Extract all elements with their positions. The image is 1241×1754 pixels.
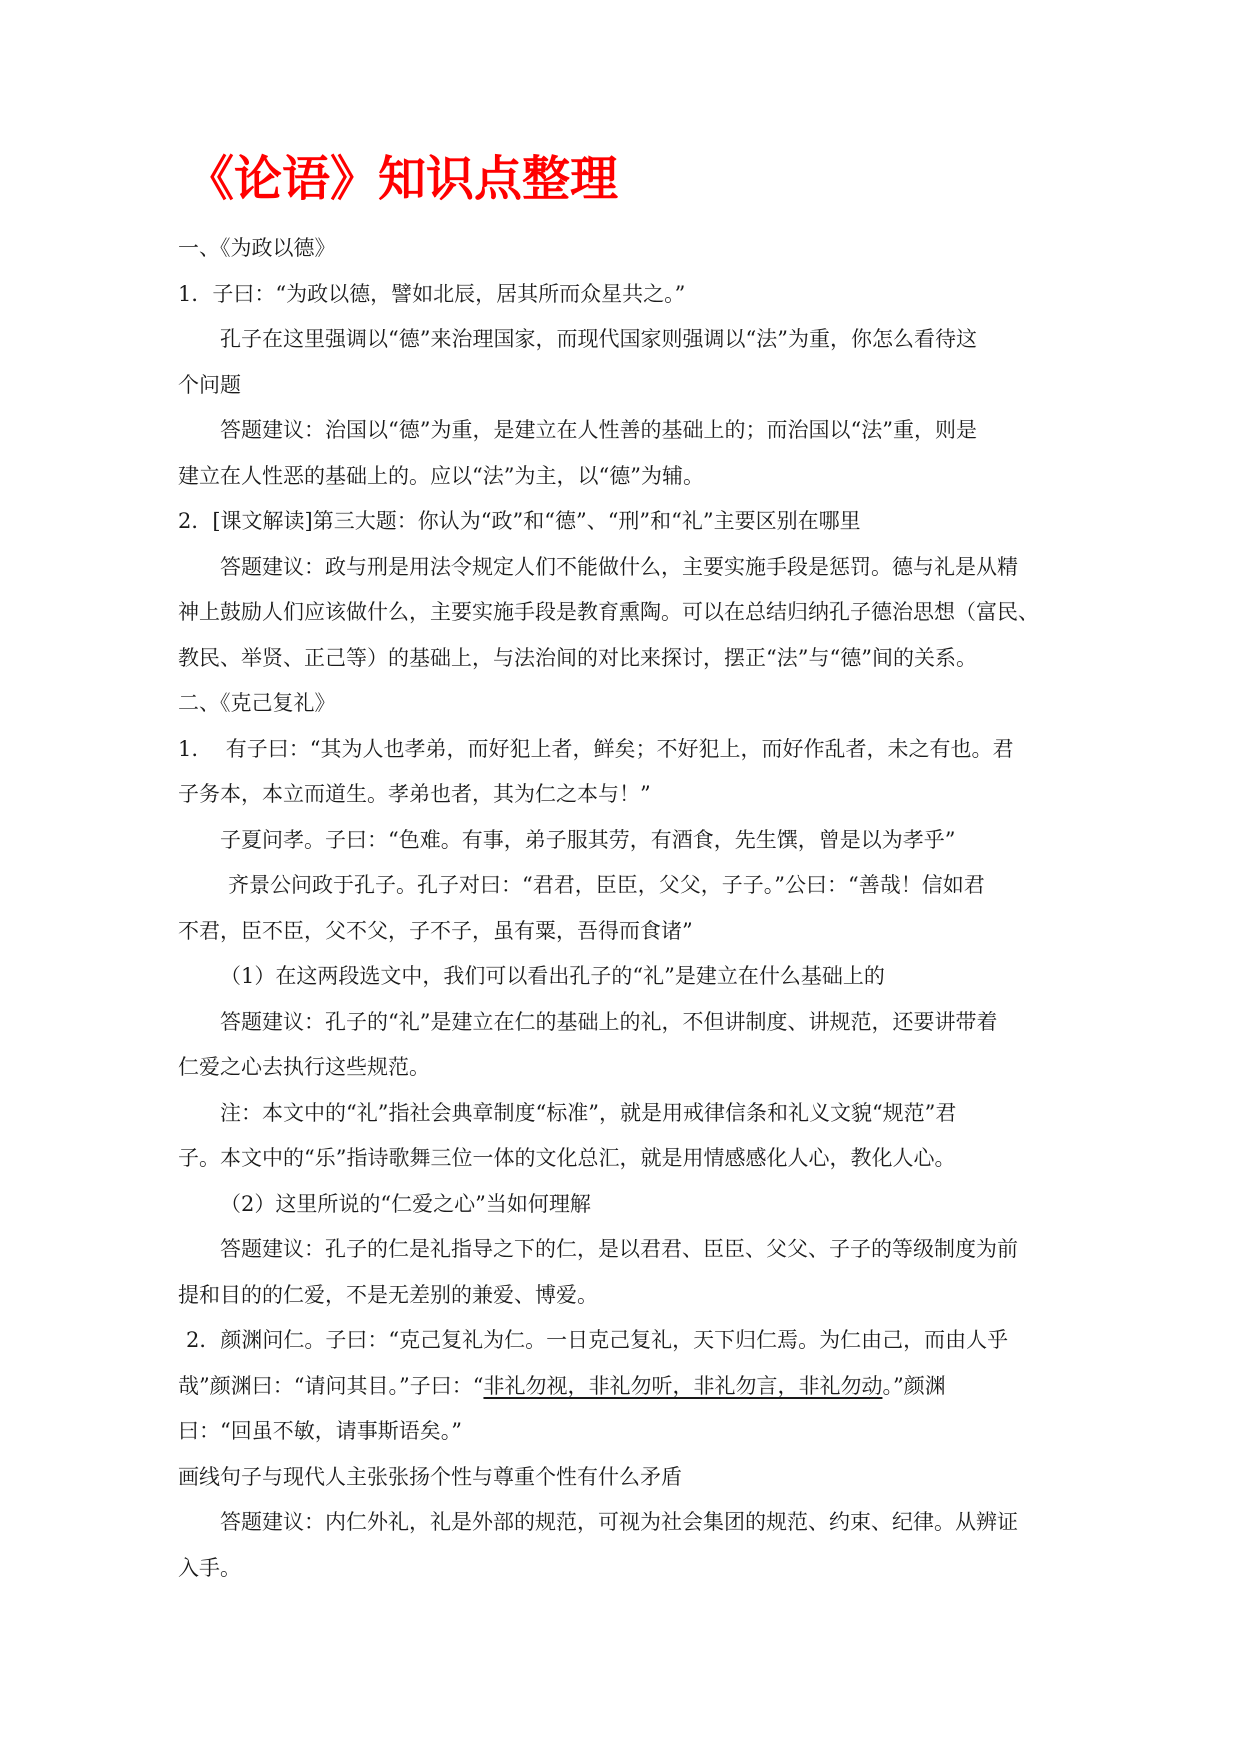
- text-line: 1．子曰：“为政以德，譬如北辰，居其所而众星共之。”: [178, 281, 686, 306]
- text-line: 曰：“回虽不敏，请事斯语矣。”: [178, 1419, 462, 1443]
- text-line: 答题建议：治国以“德”为重，是建立在人性善的基础上的；而治国以“法”重，则是: [220, 418, 977, 442]
- text-segment: 哉”颜渊曰：“请问其目。”子曰：“: [178, 1373, 484, 1398]
- text-line: 齐景公问政于孔子。孔子对曰：“君君，臣臣，父父，子子。”公曰：“善哉！信如君: [228, 873, 985, 897]
- document-title: 《论语》知识点整理: [186, 151, 619, 207]
- text-segment: 。”颜渊: [882, 1373, 946, 1398]
- text-line: 答题建议：孔子的仁是礼指导之下的仁，是以君君、臣臣、父父、子子的等级制度为前: [220, 1237, 1018, 1261]
- text-line: 2．颜渊问仁。子曰：“克己复礼为仁。一日克己复礼，天下归仁焉。为仁由己，而由人乎: [186, 1328, 1009, 1352]
- text-line: 答题建议：政与刑是用法令规定人们不能做什么，主要实施手段是惩罚。德与礼是从精: [220, 554, 1018, 579]
- text-line: 一、《为政以德》: [178, 236, 336, 260]
- text-line: 神上鼓励人们应该做什么，主要实施手段是教育熏陶。可以在总结归纳孔子德治思想（富民、: [178, 600, 1039, 624]
- text-line: 注：本文中的“礼”指社会典章制度“标准”，就是用戒律信条和礼义文貌“规范”君: [220, 1100, 957, 1125]
- text-line: 画线句子与现代人主张张扬个性与尊重个性有什么矛盾: [178, 1464, 682, 1489]
- text-line: 提和目的的仁爱，不是无差别的兼爱、博爱。: [178, 1282, 598, 1307]
- text-line: 建立在人性恶的基础上的。应以“法”为主，以“德”为辅。: [178, 463, 704, 488]
- underlined-sentence: 非礼勿视，非礼勿听，非礼勿言，非礼勿动: [483, 1373, 883, 1398]
- text-line: 个问题: [178, 372, 241, 397]
- text-line: 不君，臣不臣，父不父，子不子，虽有粟，吾得而食诸”: [178, 918, 693, 943]
- text-line: 教民、举贤、正己等）的基础上，与法治间的对比来探讨，摆正“法”与“德”间的关系。: [178, 645, 977, 670]
- text-line: 子。本文中的“乐”指诗歌舞三位一体的文化总汇，就是用情感感化人心，教化人心。: [178, 1146, 956, 1170]
- text-line: [178, 1364, 1058, 1410]
- text-line: 答题建议：内仁外礼，礼是外部的规范，可视为社会集团的规范、约束、纪律。从辨证: [220, 1510, 1018, 1534]
- text-line: 1. 有子曰：“其为人也孝弟，而好犯上者，鲜矣；不好犯上，而好作乱者，未之有也。君: [178, 736, 1014, 761]
- text-line: 仁爱之心去执行这些规范。: [178, 1055, 430, 1079]
- text-line: 子夏问孝。子曰：“色难。有事，弟子服其劳，有酒食，先生馔，曾是以为孝乎”: [220, 827, 956, 852]
- text-line: 子务本，本立而道生。孝弟也者，其为仁之本与！”: [178, 782, 651, 806]
- text-line: （1）在这两段选文中，我们可以看出孔子的“礼”是建立在什么基础上的: [220, 964, 885, 988]
- text-line: （2）这里所说的“仁爱之心”当如何理解: [220, 1191, 591, 1216]
- document-body: [178, 226, 1058, 1591]
- text-line: 入手。: [178, 1555, 241, 1580]
- text-line: 二、《克己复礼》: [178, 691, 336, 715]
- text-line: 2．[课文解读]第三大题：你认为“政”和“德”、“刑”和“礼”主要区别在哪里: [178, 509, 861, 533]
- text-line: 答题建议：孔子的“礼”是建立在仁的基础上的礼，不但讲制度、讲规范，还要讲带着: [220, 1009, 998, 1034]
- text-line: 孔子在这里强调以“德”来治理国家，而现代国家则强调以“法”为重，你怎么看待这: [220, 327, 977, 351]
